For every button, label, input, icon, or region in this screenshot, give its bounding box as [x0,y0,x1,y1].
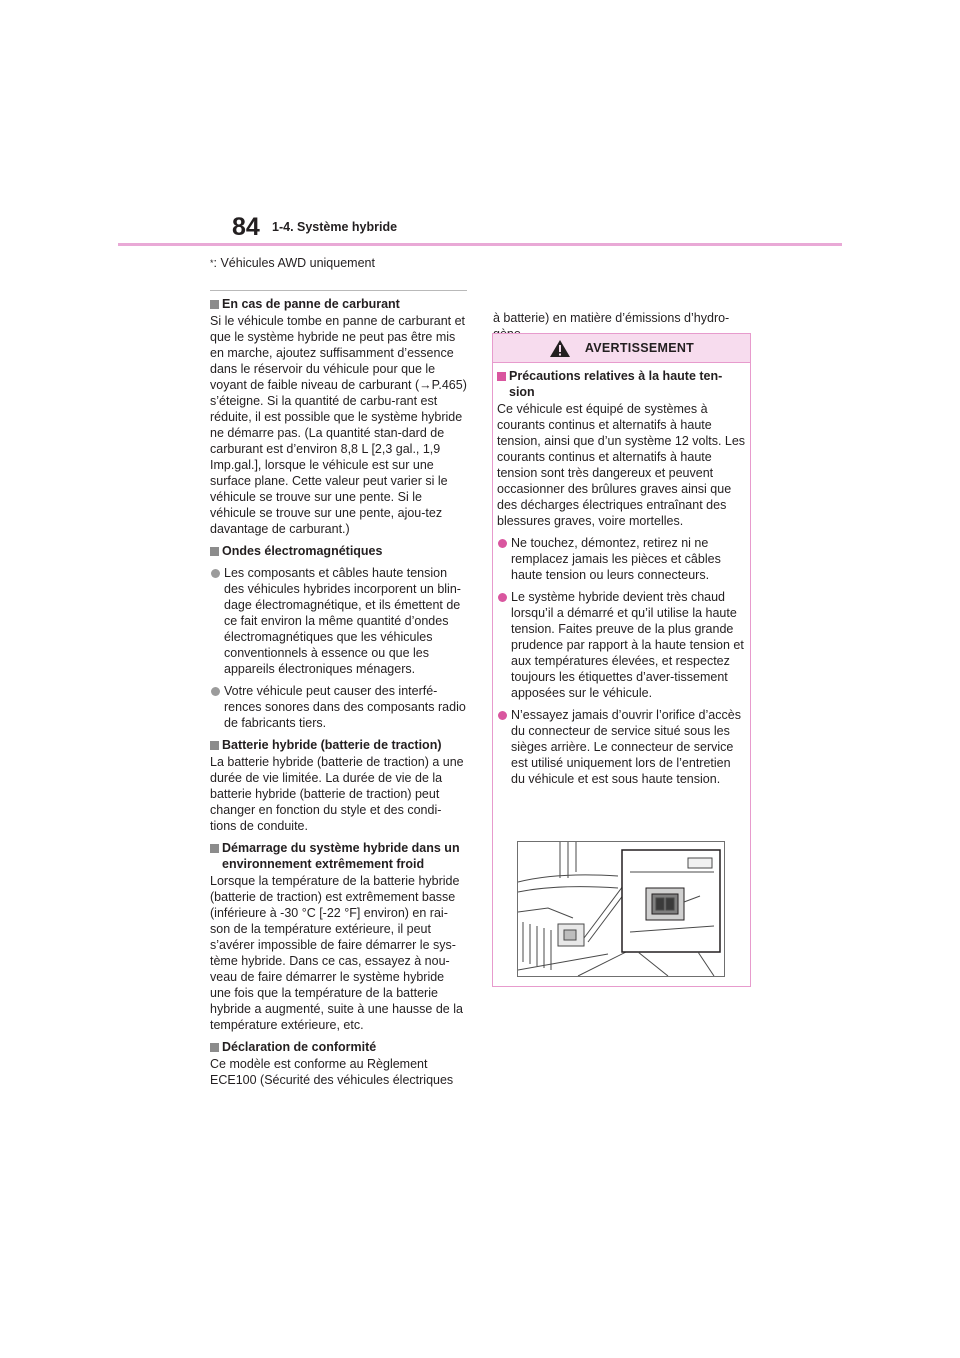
section-heading: Ondes électromagnétiques [210,543,467,559]
bullet-dot-icon [498,539,507,548]
continued-text: à batterie) en matière d’émissions d’hydro- [493,311,730,325]
header-rule [118,243,842,246]
bullet-dot-icon [211,569,220,578]
bullet-dot-icon [498,593,507,602]
bullet-text: Le système hybride devient très chaud lorsqu’il a démarré et qu’il utilise la haute tension. Faites preuve de la plus grande prudence par rapport à la haute tension et aux températures élevées, et respectez toujours les étiquettes d’aver-tissement apposées sur le véhicule. [511,590,744,700]
page-number: 84 [232,213,260,241]
bullet-text: Les composants et câbles haute tension des véhicules hybrides incorporent un blin-dage électromagnétique, et ils émettent de ce fait environ la même quantité d’ondes électromagnétiques que les véhicules conventionnels à essence ou que les appareils électroniques ménagers. [224,566,461,676]
bullet-text: Ne touchez, démontez, retirez ni ne remplacez jamais les pièces et câbles haute tension ou leurs connecteurs. [511,536,721,582]
warning-bullet [497,707,746,787]
warning-title: AVERTISSEMENT [584,341,695,355]
warning-heading: Précautions relatives à la haute ten-sion [497,368,746,400]
service-connector-illustration [517,841,725,977]
warning-triangle-icon [549,339,571,358]
left-column [210,296,467,1094]
section-body: Ce modèle est conforme au Règlement ECE100 (Sécurité des véhicules électriques [210,1057,454,1087]
bullet-dot-icon [498,711,507,720]
section-body: La batterie hybride (batterie de traction) a une durée de vie limitée. La durée de vie de la batterie hybride (batterie de traction) peut changer en fonction du style et des condi-tions de conduite. [210,755,464,833]
section-heading: En cas de panne de carburant [210,296,467,312]
section-body: Si le véhicule tombe en panne de carburant et que le système hybride ne peut pas être mis en marche, ajoutez suffisamment d’essence dans le réservoir du véhicule pour que le voyant de faible niveau de carburant (→P.465) s’éteigne. Si la quantité de carbu-rant est réduite, il est possible que le système hybride ne démarre pas. (La quantité stan-dard de carburant est d’environ 8,8 L [2,3 gal., 1,9 Imp.gal.], lorsque le véhicule est sur une surface plane. Cette valeur peut varier si le véhicule se trouve sur une pente. Si le véhicule se trouve sur une pente, ajou-tez davantage de carburant.) [210,314,467,536]
section-heading: Batterie hybride (batterie de traction) [210,737,467,753]
section-body: Lorsque la température de la batterie hybride (batterie de traction) est extrêmement basse (inférieure à -30 °C [-22 °F] environ) en rai-son de la température extérieure, il peut s’avérer impossible de faire démarrer le sys-tème hybride. Dans ce cas, essayez à nou-veau de faire démarrer le système hybride une fois que la température de la batterie hybride a augmenté, suite à une hausse de la température extérieure, etc. [210,874,463,1032]
footnote-text: : Véhicules AWD uniquement [213,256,375,270]
bullet-dot-icon [211,687,220,696]
footnote [210,255,470,271]
chapter-title: 1-4. Système hybride [272,220,398,234]
column-rule [210,290,467,291]
bullet-item [210,565,467,677]
footnote-mark: * [210,258,214,268]
warning-body: Ce véhicule est équipé de systèmes à courants continus et alternatifs à haute tension, ainsi que d’un système 12 volts. Les courants continus et alternatifs à haute tension sont très dangereux et peuvent occasionner des brûlures graves ainsi que des décharges électriques entraînant des blessures graves, voire mortelles. [497,402,746,528]
warning-bullet [497,589,746,701]
warning-header [493,334,750,363]
service-connector-drawing [518,842,724,976]
bullet-item [210,683,467,731]
section-heading: Démarrage du système hybride dans un environnement extrêmement froid [210,840,467,872]
bullet-text: N’essayez jamais d’ouvrir l’orifice d’accès du connecteur de service situé sous les sièges arrière. Le connecteur de service est utilisé uniquement lors de l’entretien du véhicule et est sous haute tension. [511,708,741,786]
bullet-text: Votre véhicule peut causer des interfé-rences sonores dans des composants radio de fabricants tiers. [224,684,466,730]
section-heading: Déclaration de conformité [210,1039,467,1055]
warning-bullet [497,535,746,583]
warning-content [497,368,746,793]
